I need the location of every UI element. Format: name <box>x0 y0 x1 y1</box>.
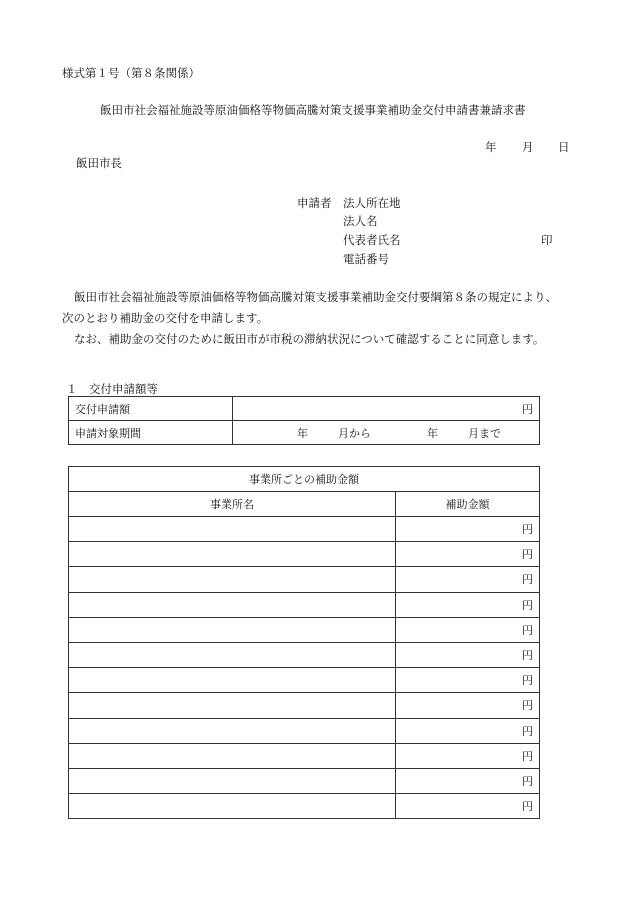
subsidy-amount-cell[interactable]: 円 <box>396 542 540 567</box>
period-field[interactable] <box>233 421 540 445</box>
facility-name-cell[interactable] <box>69 693 396 718</box>
body-line-3: なお、補助金の交付のために飯田市が市税の滞納状況について確認することに同意します。 <box>74 332 545 346</box>
subsidy-amount-cell[interactable]: 円 <box>396 794 540 819</box>
form-number: 様式第１号（第８条関係） <box>62 66 200 80</box>
table-row <box>69 592 540 617</box>
subsidy-amount-cell[interactable]: 円 <box>396 592 540 617</box>
table-row <box>69 567 540 592</box>
facility-table-heading-row <box>69 467 540 492</box>
facility-table-heading: 事業所ごとの補助金額 <box>69 467 540 492</box>
body-paragraph <box>62 287 572 350</box>
period-year-2: 年 <box>427 426 438 440</box>
table-row <box>69 642 540 667</box>
period-year-1: 年 <box>297 426 308 440</box>
facility-name-cell[interactable] <box>69 668 396 693</box>
facility-name-cell[interactable] <box>69 768 396 793</box>
amount-label: 交付申請額 <box>69 397 233 421</box>
facility-name-cell[interactable] <box>69 517 396 542</box>
phone-label: 電話番号 <box>343 252 389 266</box>
date-day: 日 <box>558 140 570 154</box>
subsidy-amount-cell[interactable]: 円 <box>396 642 540 667</box>
subsidy-amount-cell[interactable]: 円 <box>396 718 540 743</box>
corporation-name-label: 法人名 <box>343 214 378 228</box>
form-title: 飯田市社会福祉施設等原油価格等物価高騰対策支援事業補助金交付申請書兼請求書 <box>100 103 526 117</box>
applicant-label: 申請者 <box>297 196 332 210</box>
facility-name-cell[interactable] <box>69 592 396 617</box>
period-from: 月から <box>338 426 371 440</box>
period-label: 申請対象期間 <box>69 421 233 445</box>
application-amount-table <box>68 396 540 445</box>
facility-table-header-row <box>69 492 540 517</box>
table-row <box>69 693 540 718</box>
table-row <box>69 668 540 693</box>
facility-name-cell[interactable] <box>69 617 396 642</box>
subsidy-amount-cell[interactable]: 円 <box>396 567 540 592</box>
representative-label: 代表者氏名 <box>343 233 401 247</box>
body-line-2: 次のとおり補助金の交付を申請します。 <box>62 311 269 325</box>
amount-field[interactable] <box>233 397 540 421</box>
body-line-1: 飯田市社会福祉施設等原油価格等物価高騰対策支援事業補助金交付要綱第８条の規定により、 <box>74 290 557 304</box>
amount-yen: 円 <box>522 402 533 416</box>
subsidy-amount-cell[interactable]: 円 <box>396 743 540 768</box>
subsidy-amount-cell[interactable]: 円 <box>396 693 540 718</box>
subsidy-amount-cell[interactable]: 円 <box>396 668 540 693</box>
address-label: 法人所在地 <box>343 196 401 210</box>
table-row <box>69 743 540 768</box>
table-row <box>69 718 540 743</box>
facility-name-cell[interactable] <box>69 743 396 768</box>
facility-rows <box>69 517 540 819</box>
addressee: 飯田市長 <box>76 156 122 170</box>
amount-row <box>69 397 540 421</box>
subsidy-amount-cell[interactable]: 円 <box>396 768 540 793</box>
subsidy-amount-cell[interactable]: 円 <box>396 517 540 542</box>
column-header-facility-name: 事業所名 <box>69 492 396 517</box>
seal-mark: 印 <box>541 233 553 247</box>
table-row <box>69 542 540 567</box>
facility-subsidy-table <box>68 466 540 819</box>
period-to: 月まで <box>468 426 501 440</box>
subsidy-amount-cell[interactable]: 円 <box>396 617 540 642</box>
facility-name-cell[interactable] <box>69 542 396 567</box>
table-row <box>69 768 540 793</box>
period-row <box>69 421 540 445</box>
section1-heading: １ 交付申請額等 <box>66 382 158 396</box>
column-header-subsidy-amount: 補助金額 <box>396 492 540 517</box>
date-month: 月 <box>522 140 534 154</box>
date-year: 年 <box>485 140 497 154</box>
table-row <box>69 794 540 819</box>
facility-name-cell[interactable] <box>69 794 396 819</box>
table-row <box>69 517 540 542</box>
facility-name-cell[interactable] <box>69 718 396 743</box>
table-row <box>69 617 540 642</box>
facility-name-cell[interactable] <box>69 567 396 592</box>
facility-name-cell[interactable] <box>69 642 396 667</box>
